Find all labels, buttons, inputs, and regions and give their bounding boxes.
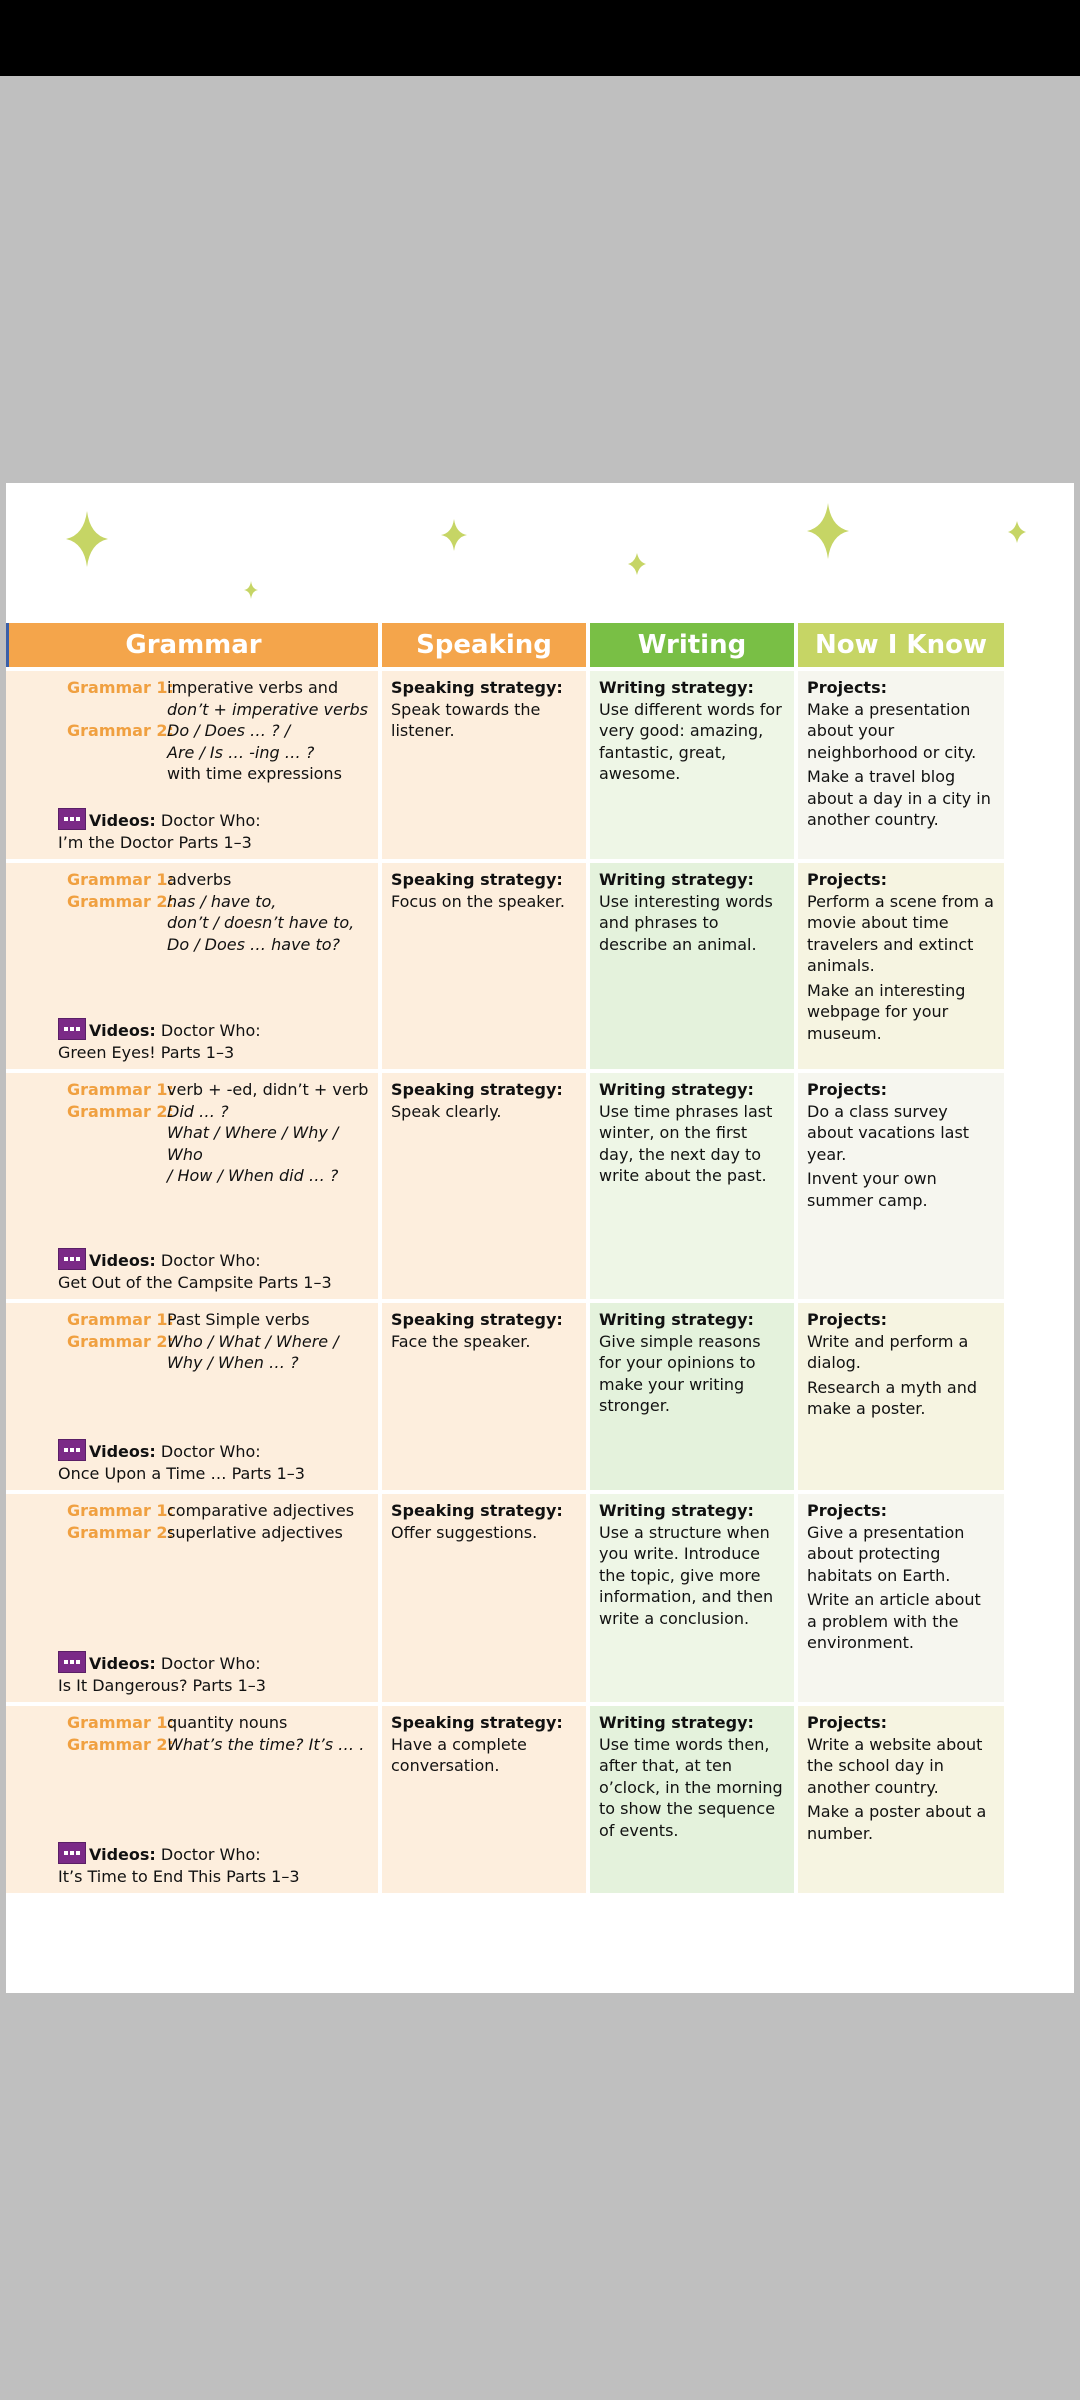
project-item: Write and perform a dialog. (807, 1331, 969, 1372)
syllabus-table (6, 623, 1004, 1893)
projects-label: Projects: (807, 870, 887, 889)
project-item: Make a poster about a number. (807, 1802, 987, 1843)
speaking-strategy-label: Speaking strategy: (391, 870, 563, 889)
project-item: Do a class survey about vacations last year. (807, 1101, 970, 1164)
now-i-know-cell (798, 1494, 1004, 1702)
video-prefix: Doctor Who: (155, 811, 261, 830)
videos-label: Videos: (89, 1442, 156, 1461)
video-prefix: Doctor Who: (155, 1442, 261, 1461)
grammar-cell (6, 1303, 378, 1490)
grammar1-continuation: don’t + imperative verbs (167, 699, 368, 719)
grammar1-value: Past Simple verbs (167, 1310, 310, 1329)
project-item: Make a presentation about your neighborhood or city. (807, 699, 977, 762)
grammar1-label: Grammar 1: (67, 678, 174, 697)
projects-label: Projects: (807, 1501, 887, 1520)
bbc-video-icon (58, 1842, 86, 1864)
grammar2-value: What’s the time? It’s … . (167, 1734, 365, 1754)
grammar1-value: adverbs (167, 870, 232, 889)
grammar1-value: quantity nouns (167, 1713, 288, 1732)
writing-strategy-label: Writing strategy: (599, 1310, 754, 1329)
videos-label: Videos: (89, 1654, 156, 1673)
writing-strategy-label: Writing strategy: (599, 678, 754, 697)
writing-cell (590, 863, 794, 1069)
bbc-video-icon (58, 1248, 86, 1270)
speaking-strategy-text: Offer suggestions. (391, 1522, 538, 1542)
page-sheet (6, 483, 1074, 1993)
grammar2-continuation: / How / When did … ? (167, 1166, 339, 1185)
bbc-video-icon (58, 1651, 86, 1673)
writing-strategy-text: Use time words then, after that, at ten o’clock, in the morning to show the sequence of events. (599, 1734, 783, 1840)
grammar1-line (15, 869, 369, 891)
grammar2-label: Grammar 2: (67, 721, 174, 740)
writing-strategy-text: Use time phrases last winter, on the first day, the next day to write about the past. (599, 1101, 773, 1185)
grammar2-continuation: Do / Does … have to? (167, 934, 341, 954)
project-item: Perform a scene from a movie about time travelers and extinct animals. (807, 891, 994, 975)
video-title: It’s Time to End This Parts 1–3 (58, 1866, 300, 1886)
speaking-strategy-label: Speaking strategy: (391, 1713, 563, 1732)
writing-strategy-label: Writing strategy: (599, 1713, 754, 1732)
video-link[interactable] (58, 808, 372, 853)
table-row (6, 1706, 1004, 1893)
grammar2-value: has / have to, (167, 891, 277, 911)
video-title: Is It Dangerous? Parts 1–3 (58, 1675, 266, 1695)
video-prefix: Doctor Who: (155, 1251, 261, 1270)
videos-label: Videos: (89, 811, 156, 830)
sparkle-icon (628, 553, 646, 575)
grammar1-value: verb + -ed, didn’t + verb (167, 1080, 369, 1099)
grammar-cell (6, 1073, 378, 1299)
video-title: Get Out of the Campsite Parts 1–3 (58, 1272, 332, 1292)
grammar2-label: Grammar 2: (67, 1101, 174, 1121)
grammar1-label: Grammar 1: (67, 870, 174, 889)
speaking-cell (382, 1494, 586, 1702)
now-i-know-cell (798, 1073, 1004, 1299)
writing-strategy-text: Use different words for very good: amazing, fantastic, great, awesome. (599, 699, 782, 783)
grammar2-label: Grammar 2: (67, 1522, 174, 1542)
project-item: Make an interesting webpage for your museum. (807, 980, 966, 1043)
grammar2-text (167, 1734, 369, 1756)
grammar1-value: imperative verbs and (167, 678, 339, 697)
writing-strategy-text: Give simple reasons for your opinions to make your writing stronger. (599, 1331, 761, 1415)
grammar1-label: Grammar 1: (67, 1080, 174, 1099)
grammar2-text (167, 720, 369, 785)
grammar1-text (167, 1079, 369, 1101)
grammar2-label: Grammar 2: (67, 891, 174, 911)
grammar2-continuation: Are / Is … -ing … ? (167, 742, 315, 762)
video-link[interactable] (58, 1651, 372, 1696)
now-i-know-cell (798, 863, 1004, 1069)
grammar2-continuation: Why / When … ? (167, 1353, 299, 1372)
grammar2-line (15, 1734, 369, 1756)
video-title: Green Eyes! Parts 1–3 (58, 1042, 235, 1062)
header-now-i-know: Now I Know (798, 623, 1004, 667)
grammar2-continuation: don’t / doesn’t have to, (167, 913, 355, 932)
writing-cell (590, 1073, 794, 1299)
header-writing: Writing (590, 623, 794, 667)
video-prefix: Doctor Who: (155, 1845, 261, 1864)
grammar2-label: Grammar 2: (67, 1331, 174, 1351)
project-item: Write an article about a problem with the environment. (807, 1590, 981, 1652)
projects-label: Projects: (807, 1713, 887, 1732)
sparkle-icon (807, 503, 849, 559)
writing-cell (590, 1706, 794, 1893)
video-link[interactable] (58, 1439, 372, 1484)
grammar1-line (15, 677, 369, 720)
writing-cell (590, 1494, 794, 1702)
now-i-know-cell (798, 1706, 1004, 1893)
projects-label: Projects: (807, 1310, 887, 1329)
table-row (6, 1303, 1004, 1490)
video-prefix: Doctor Who: (155, 1654, 261, 1673)
grammar2-continuation: What / Where / Why / Who (167, 1123, 339, 1164)
grammar2-value: superlative adjectives (167, 1522, 343, 1542)
grammar2-line (15, 1101, 369, 1187)
project-item: Invent your own summer camp. (807, 1169, 937, 1210)
speaking-strategy-label: Speaking strategy: (391, 1080, 563, 1099)
bbc-video-icon (58, 1439, 86, 1461)
grammar1-label: Grammar 1: (67, 1713, 174, 1732)
writing-cell (590, 671, 794, 859)
grammar1-text (167, 869, 369, 891)
grammar2-value: Did … ? (167, 1101, 229, 1121)
video-link[interactable] (58, 1842, 372, 1887)
bbc-video-icon (58, 1018, 86, 1040)
grammar1-line (15, 1712, 369, 1734)
project-item: Make a travel blog about a day in a city in another country. (807, 767, 991, 829)
sparkle-icon (441, 519, 467, 551)
project-item: Research a myth and make a poster. (807, 1377, 978, 1418)
project-item: Write a website about the school day in another country. (807, 1734, 983, 1797)
video-prefix: Doctor Who: (155, 1021, 261, 1040)
sparkles-decoration (6, 483, 1074, 623)
table-row (6, 863, 1004, 1069)
table-row (6, 1073, 1004, 1299)
grammar1-label: Grammar 1: (67, 1310, 174, 1329)
speaking-cell (382, 1706, 586, 1893)
grammar2-text (167, 1101, 369, 1187)
header-speaking: Speaking (382, 623, 586, 667)
speaking-cell (382, 1073, 586, 1299)
speaking-strategy-label: Speaking strategy: (391, 1501, 563, 1520)
videos-label: Videos: (89, 1251, 156, 1270)
speaking-cell (382, 863, 586, 1069)
speaking-strategy-text: Face the speaker. (391, 1331, 531, 1351)
writing-strategy-label: Writing strategy: (599, 1080, 754, 1099)
grammar1-text (167, 1309, 369, 1331)
grammar2-line (15, 1331, 369, 1374)
writing-strategy-text: Use a structure when you write. Introduce the topic, give more information, and then write a conclusion. (599, 1522, 774, 1628)
grammar2-text (167, 891, 369, 956)
projects-label: Projects: (807, 678, 887, 697)
grammar1-line (15, 1309, 369, 1331)
sparkle-icon (244, 581, 258, 599)
grammar2-value: Who / What / Where / (167, 1331, 339, 1351)
header-grammar: Grammar (6, 623, 378, 667)
grammar1-line (15, 1500, 369, 1522)
grammar1-line (15, 1079, 369, 1101)
writing-strategy-label: Writing strategy: (599, 870, 754, 889)
grammar2-line (15, 720, 369, 785)
speaking-strategy-text: Focus on the speaker. (391, 891, 566, 911)
grammar2-line (15, 891, 369, 956)
grammar1-value: comparative adjectives (167, 1501, 355, 1520)
sparkle-icon (66, 511, 108, 567)
grammar-cell (6, 1494, 378, 1702)
table-body (6, 671, 1004, 1893)
now-i-know-cell (798, 671, 1004, 859)
speaking-cell (382, 1303, 586, 1490)
grammar-cell (6, 671, 378, 859)
table-row (6, 1494, 1004, 1702)
grammar2-line (15, 1522, 369, 1544)
table-header-row (6, 623, 1004, 667)
grammar2-text (167, 1522, 369, 1544)
video-link[interactable] (58, 1018, 372, 1063)
projects-label: Projects: (807, 1080, 887, 1099)
video-link[interactable] (58, 1248, 372, 1293)
writing-cell (590, 1303, 794, 1490)
speaking-strategy-text: Have a complete conversation. (391, 1734, 527, 1775)
grammar1-text (167, 1712, 369, 1734)
video-title: Once Upon a Time … Parts 1–3 (58, 1463, 305, 1483)
videos-label: Videos: (89, 1021, 156, 1040)
grammar1-label: Grammar 1: (67, 1501, 174, 1520)
speaking-cell (382, 671, 586, 859)
speaking-strategy-label: Speaking strategy: (391, 678, 563, 697)
grammar2-text (167, 1331, 369, 1374)
table-row (6, 671, 1004, 859)
project-item: Give a presentation about protecting habitats on Earth. (807, 1522, 965, 1585)
writing-strategy-label: Writing strategy: (599, 1501, 754, 1520)
grammar-cell (6, 1706, 378, 1893)
grammar2-value: Do / Does … ? / (167, 721, 291, 740)
videos-label: Videos: (89, 1845, 156, 1864)
now-i-know-cell (798, 1303, 1004, 1490)
speaking-strategy-text: Speak clearly. (391, 1101, 502, 1121)
sparkle-icon (1008, 521, 1026, 543)
grammar-cell (6, 863, 378, 1069)
top-black-bar (0, 0, 1080, 76)
bbc-video-icon (58, 808, 86, 830)
video-title: I’m the Doctor Parts 1–3 (58, 832, 252, 852)
grammar2-continuation: with time expressions (167, 764, 342, 783)
grammar2-label: Grammar 2: (67, 1734, 174, 1754)
writing-strategy-text: Use interesting words and phrases to describe an animal. (599, 891, 773, 954)
speaking-strategy-label: Speaking strategy: (391, 1310, 563, 1329)
grammar1-text (167, 677, 369, 720)
speaking-strategy-text: Speak towards the listener. (391, 699, 541, 740)
grammar1-text (167, 1500, 369, 1522)
